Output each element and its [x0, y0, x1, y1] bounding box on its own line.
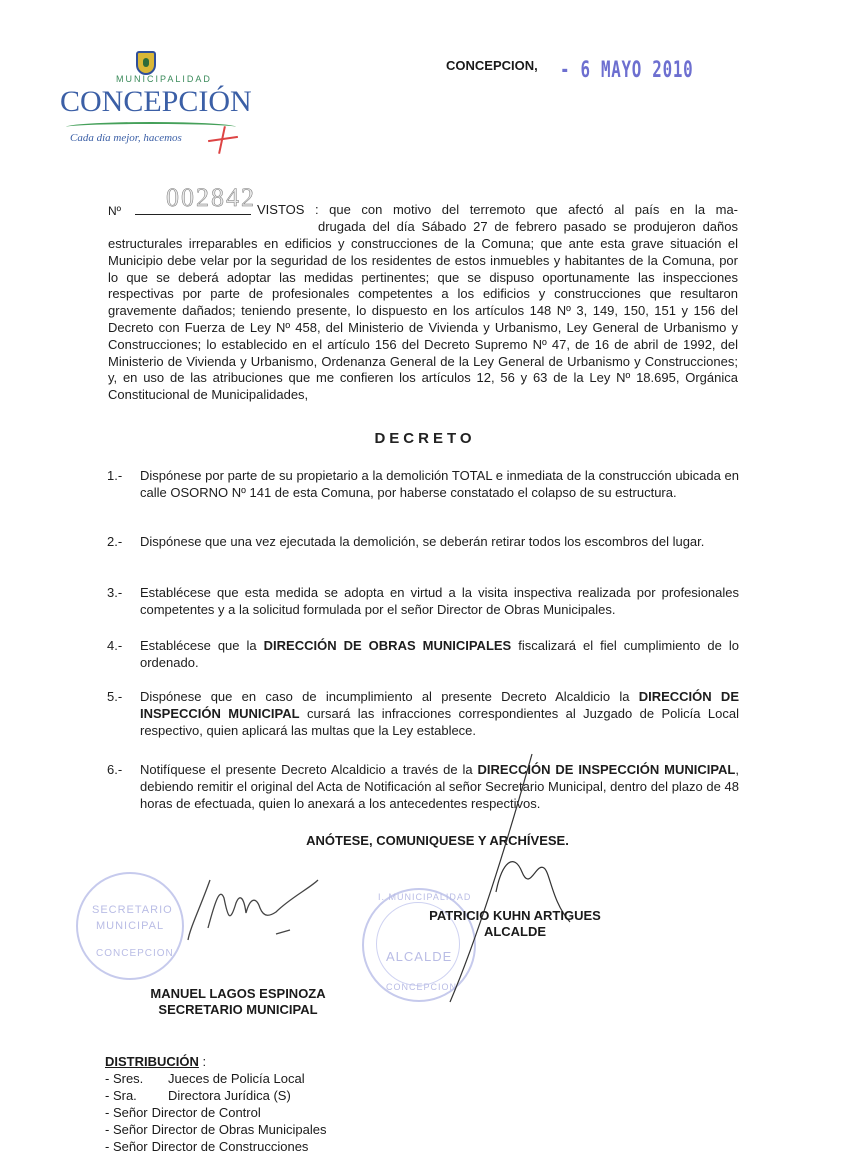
secretary-title: SECRETARIO MUNICIPAL	[158, 1002, 318, 1017]
item-text-post: , debiendo remitir el original del Acta de Notificación al señor Secretario Municipal, dentro del plazo de 48 horas de efectuada, quien lo anexará a los antecedentes respectivos.	[140, 762, 740, 811]
secretary-name: MANUEL LAGOS ESPINOZA	[150, 986, 326, 1001]
decree-item	[107, 762, 739, 812]
seal-text: MUNICIPAL	[96, 920, 165, 932]
distribution-item	[105, 1070, 327, 1087]
vistos-body: estructurales irreparables en edificios y construcciones de la Comuna; que ante esta grave situación el Municipio debe velar por la seguridad de los residentes de estos inmuebles y habitantes de la Comuna, por lo que se deberá adoptar las medidas pertinentes; que se dispuso oportunamente las inspecciones respectivas por parte de profesionales competentes a los edificios y construcciones que resultaron gravemente dañados; teniendo presente, lo dispuesto en los artículos 148 Nº 3, 149, 150, 151 y 156 del Decreto con Fuerza de Ley Nº 458, del Ministerio de Vivienda y Urbanismo, Ley General de Urbanismo y Construcciones; lo establecido en el artículo 156 del Decreto Supremo Nº 47, de 16 de abril de 1992, del Ministerio de Vivienda y Urbanismo, Ordenanza General de la Ley General de Urbanismo y Construcciones; y, en uso de las atribuciones que me confieren los artículos 12, 56 y 63 de la Ley Nº 18.695, Orgánica Constitucional de Municipalidades,	[108, 236, 738, 403]
item-number: 2.-	[107, 534, 123, 549]
item-text	[140, 638, 739, 672]
item-text: Dispónese que una vez ejecutada la demolición, se deberán retirar todos los escombros del lugar.	[140, 534, 705, 549]
vistos-line-1: VISTOS : que con motivo del terremoto que afectó al país en la ma-	[257, 202, 738, 217]
decree-title: DECRETO	[374, 430, 476, 447]
place-label: CONCEPCION,	[446, 58, 538, 73]
distribution-item	[105, 1087, 327, 1104]
item-text-bold: DIRECCIÓN DE INSPECCIÓN MUNICIPAL	[140, 689, 739, 721]
item-prefix: - Señor	[105, 1139, 148, 1154]
secretary-seal	[76, 872, 184, 980]
secretary-signature-icon	[180, 868, 340, 948]
seal-text: ALCALDE	[386, 949, 453, 964]
item-number: 1.-	[107, 468, 123, 483]
item-text-post: cursará las infracciones correspondientes al Juzgado de Policía Local respectivo, quien aplicará las multas que la Ley establece.	[140, 705, 740, 738]
decree-item	[107, 585, 739, 619]
secretary-signature-block	[118, 986, 358, 1018]
item-number: 4.-	[107, 638, 123, 653]
logo-city-name: CONCEPCIÓN	[60, 85, 252, 118]
distribution-list	[105, 1053, 327, 1155]
seal-text: CONCEPCION	[96, 948, 174, 959]
decree-item	[107, 534, 739, 551]
mayor-signature-block	[410, 908, 620, 940]
item-text: Jueces de Policía Local	[168, 1071, 305, 1086]
mayor-name: PATRICIO KUHN ARTIGUES	[429, 908, 601, 923]
item-text-pre: Establécese que la	[140, 638, 264, 653]
date-stamp: - 6 MAYO 2010	[560, 58, 694, 83]
seal-text: CONCEPCION	[386, 982, 458, 992]
distribution-item	[105, 1138, 327, 1155]
item-prefix: - Señor	[105, 1122, 148, 1137]
item-text	[140, 689, 739, 739]
item-text-pre: Notifíquese el presente Decreto Alcaldicio a través de la	[140, 762, 478, 777]
municipality-logo	[58, 48, 252, 160]
decree-item	[107, 638, 739, 672]
item-number: 6.-	[107, 762, 123, 777]
decree-number-stamp: 002842	[166, 183, 256, 212]
vistos-line-2: drugada del día Sábado 27 de febrero pasado se produjeron daños	[318, 219, 738, 234]
item-prefix: - Señor	[105, 1105, 148, 1120]
distribution-item	[105, 1104, 327, 1121]
item-text: Establécese que esta medida se adopta en virtud a la visita inspectiva realizada por profesionales competentes y a la solicitud formulada por el señor Director de Obras Municipales.	[140, 585, 739, 617]
seal-text: I. MUNICIPALIDAD	[378, 892, 472, 902]
item-text-pre: Dispónese que en caso de incumplimiento al presente Decreto Alcaldicio la	[140, 689, 639, 704]
decree-number-underline	[135, 214, 251, 215]
item-text: Director de Construcciones	[151, 1139, 309, 1154]
item-text-bold: DIRECCIÓN DE OBRAS MUNICIPALES	[263, 638, 512, 653]
mayor-title: ALCALDE	[483, 924, 547, 939]
mayor-signature-icon	[440, 752, 590, 1012]
item-number: 5.-	[107, 689, 123, 704]
distribution-title: DISTRIBUCIÓN	[105, 1054, 199, 1069]
item-text: Director de Control	[151, 1105, 261, 1120]
item-text-bold: DIRECCIÓN DE INSPECCIÓN MUNICIPAL	[477, 762, 736, 777]
item-text: Directora Jurídica (S)	[168, 1088, 291, 1103]
decree-item	[107, 689, 739, 739]
decree-number-label: Nº	[108, 204, 122, 218]
logo-tagline: Cada día mejor, hacemos	[70, 132, 182, 144]
item-prefix: - Sres.	[105, 1071, 144, 1086]
item-prefix: - Sra.	[105, 1088, 137, 1103]
logo-cross-icon	[208, 126, 238, 156]
logo-label: MUNICIPALIDAD	[116, 74, 212, 84]
item-number: 3.-	[107, 585, 123, 600]
item-text: Director de Obras Municipales	[151, 1122, 327, 1137]
decree-item	[107, 468, 739, 502]
distribution-item	[105, 1121, 327, 1138]
distribution-colon: :	[198, 1054, 207, 1069]
item-text: Dispónese por parte de su propietario a la demolición TOTAL e inmediata de la construcción ubicada en calle OSORNO Nº 141 de esta Comuna, por haberse constatado el colapso de su estructura.	[140, 468, 739, 500]
closing-formula: ANÓTESE, COMUNIQUESE Y ARCHÍVESE.	[306, 833, 569, 848]
coat-of-arms-icon	[136, 51, 156, 75]
item-text-post: fiscalizará el fiel cumplimiento de lo ordenado.	[140, 638, 739, 670]
seal-text: SECRETARIO	[92, 904, 173, 916]
